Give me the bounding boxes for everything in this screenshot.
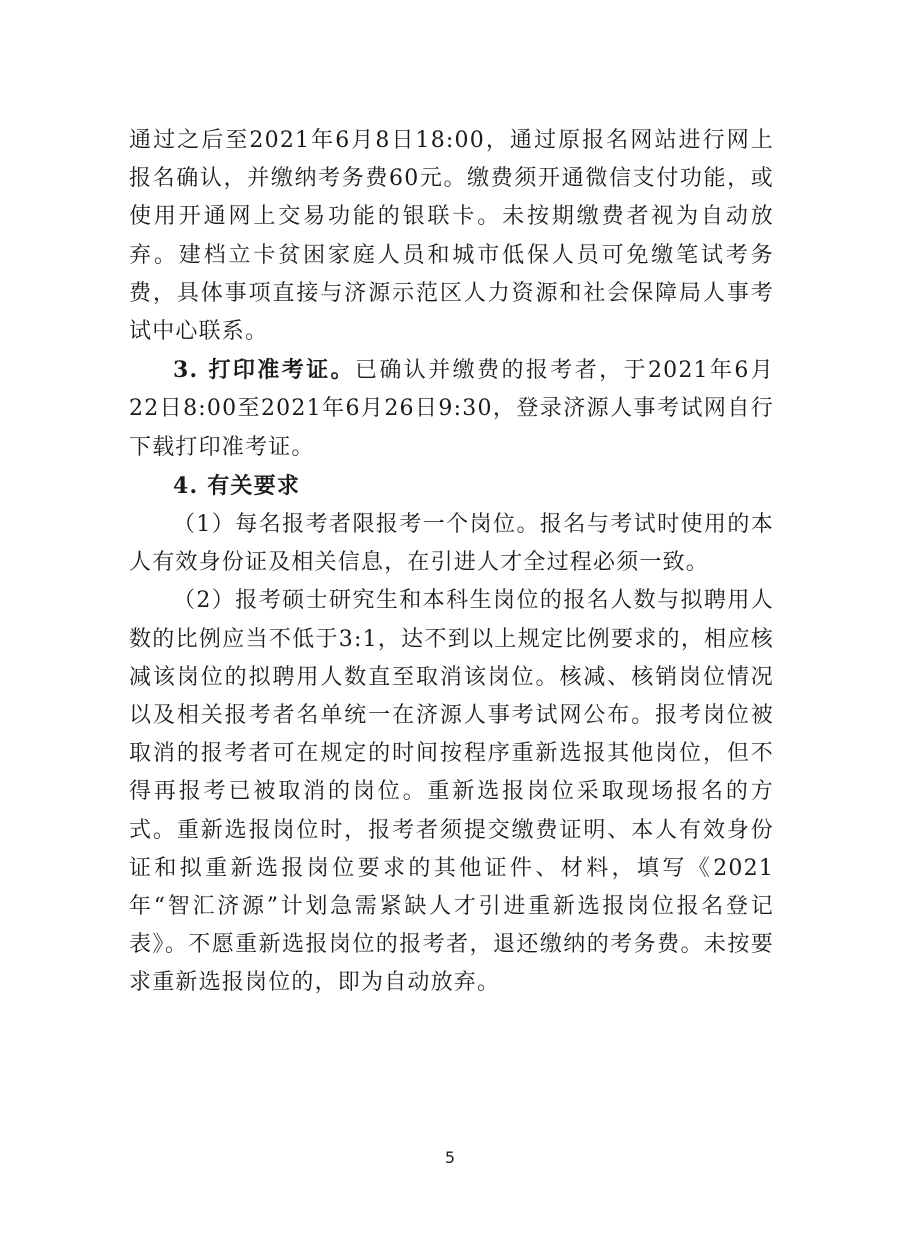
paragraph-requirements-heading (129, 467, 774, 506)
paragraph-requirement-2 (129, 582, 774, 1002)
section-heading: 3. 打印准考证。 (173, 357, 355, 384)
paragraph-text: 已确认并缴费的报考者，于2021年6月22日8:00至2021年6月26日9:30，登录济源人事考试网自行下载打印准考证。 (129, 358, 774, 460)
paragraph-text: （2）报考硕士研究生和本科生岗位的报名人数与拟聘用人数的比例应当不低于3:1，达不到以上规定比例要求的，相应核减该岗位的拟聘用人数直至取消该岗位。核减、核销岗位情况以及相关报考者名单统一在济源人事考试网公布。报考岗位被取消的报考者可在规定的时间按程序重新选报其他岗位，但不得再报考已被取消的岗位。重新选报岗位采取现场报名的方式。重新选报岗位时，报考者须提交缴费证明、本人有效身份证和拟重新选报岗位要求的其他证件、材料，填写《2021年“智汇济源”计划急需紧缺人才引进重新选报岗位报名登记表》。不愿重新选报岗位的报考者，退还缴纳的考务费。未按要求重新选报岗位的，即为自动放弃。 (129, 588, 774, 996)
paragraph-text: （1）每名报考者限报考一个岗位。报名与考试时使用的本人有效身份证及相关信息，在引进人才全过程必须一致。 (129, 512, 774, 576)
section-heading: 4. 有关要求 (173, 472, 301, 499)
page-number: 5 (444, 1148, 456, 1167)
paragraph-text: 通过之后至2021年6月8日18:00，通过原报名网站进行网上报名确认，并缴纳考务费60元。缴费须开通微信支付功能，或使用开通网上交易功能的银联卡。未按期缴费者视为自动放弃。建档立卡贫困家庭人员和城市低保人员可免缴笔试考务费，具体事项直接与济源示范区人力资源和社会保障局人事考试中心联系。 (129, 128, 774, 345)
document-body (129, 122, 774, 1003)
paragraph-payment-confirmation (129, 122, 774, 351)
paragraph-print-admission-ticket (129, 351, 774, 467)
paragraph-requirement-1 (129, 506, 774, 582)
